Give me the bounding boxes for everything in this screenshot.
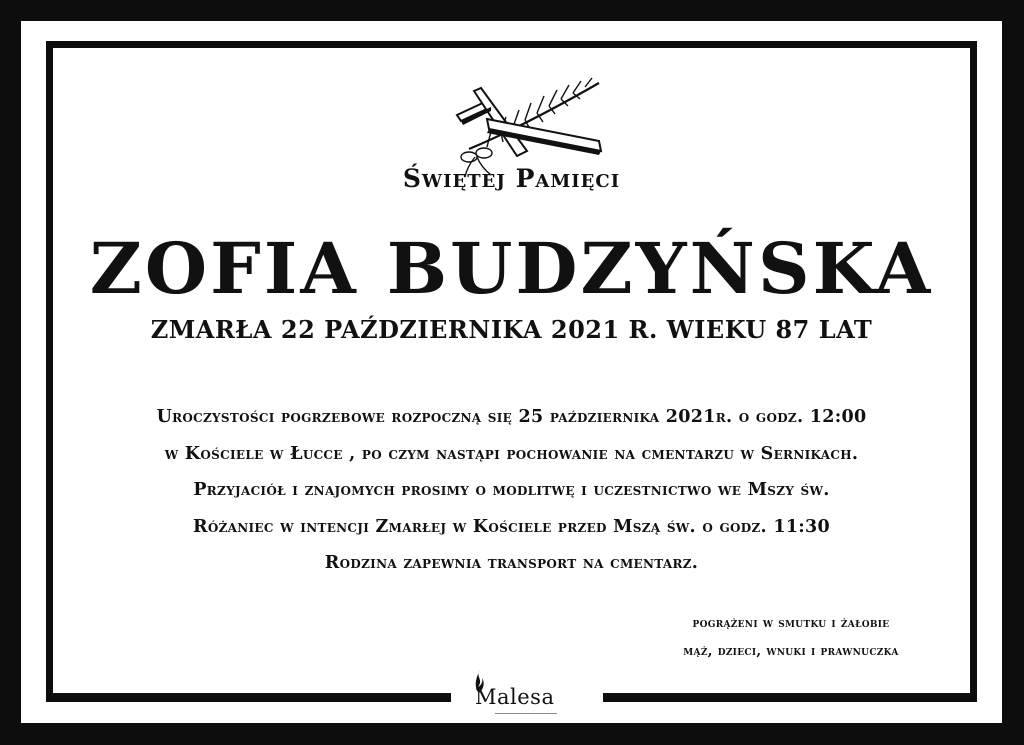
frame-bottom-right: [603, 693, 977, 702]
logo-text: Malesa: [475, 685, 555, 709]
funeral-details: [21, 399, 1002, 582]
funeral-home-logo: [461, 669, 581, 719]
signoff-line: mąż, dzieci, wnuki i prawnuczka: [683, 643, 899, 659]
signoff: [631, 609, 951, 665]
logo-underline: [495, 713, 557, 714]
detail-line: Uroczystości pogrzebowe rozpoczną się 25 października 2021r. o godz. 12:00: [156, 407, 867, 427]
obituary-card: [21, 21, 1002, 723]
signoff-line: pogrążeni w smutku i żałobie: [692, 615, 890, 631]
detail-line: w Kościele w Łucce , po czym nastąpi pochowanie na cmentarzu w Sernikach.: [164, 443, 859, 464]
detail-line: Rodzina zapewnia transport na cmentarz.: [324, 553, 699, 573]
death-info: ZMARŁA 22 PAŹDZIERNIKA 2021 R. WIEKU 87 LAT: [150, 315, 873, 344]
subtitle: Świętej Pamięci: [402, 164, 621, 193]
detail-line: Przyjaciół i znajomych prosimy o modlitwę i uczestnictwo we Mszy św.: [193, 480, 830, 500]
deceased-name: ZOFIA BUDZYŃSKA: [89, 227, 934, 310]
frame-bottom-left: [46, 693, 451, 702]
detail-line: Różaniec w intencji Zmarłej w Kościele przed Mszą św. o godz. 11:30: [192, 516, 831, 537]
